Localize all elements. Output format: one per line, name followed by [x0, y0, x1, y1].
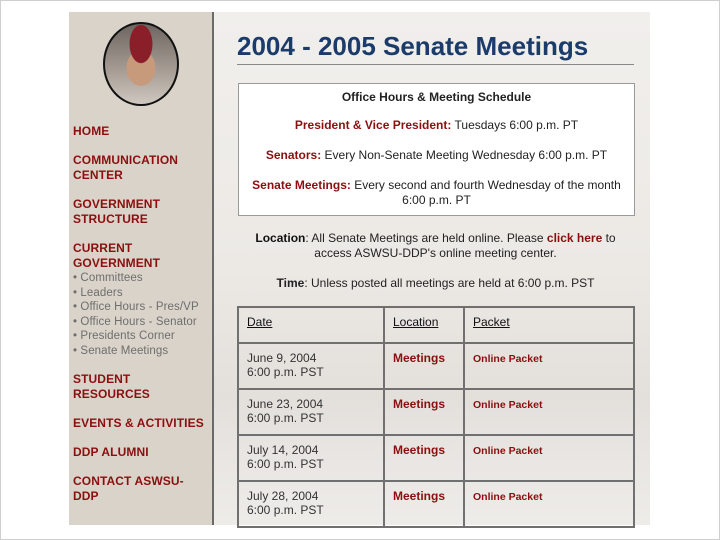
nav-student-resources[interactable]: STUDENT RESOURCES: [73, 372, 150, 401]
nav-home[interactable]: HOME: [73, 124, 110, 138]
online-packet-link[interactable]: Online Packet: [473, 445, 543, 457]
subnav-office-hours-senator[interactable]: • Office Hours - Senator: [73, 315, 197, 328]
nav-ddp-alumni[interactable]: DDP ALUMNI: [73, 445, 149, 459]
schedule-text: Tuesdays 6:00 p.m. PT: [451, 118, 579, 132]
location-text-2: to access ASWSU-DDP's online meeting center.: [314, 231, 616, 260]
schedule-heading: Office Hours & Meeting Schedule: [341, 90, 532, 104]
time-label: Time: [276, 276, 305, 290]
packet-cell: [464, 435, 634, 481]
table-row: [238, 389, 634, 435]
packet-cell: [464, 343, 634, 389]
subnav-senate-meetings[interactable]: • Senate Meetings: [73, 344, 169, 357]
time-text: : Unless posted all meetings are held at 6:00 p.m. PST: [304, 276, 595, 290]
online-packet-link[interactable]: Online Packet: [473, 353, 543, 365]
date-cell: June 23, 2004 6:00 p.m. PST: [238, 389, 384, 435]
packet-cell: [464, 389, 634, 435]
header-location[interactable]: Location: [384, 307, 464, 343]
packet-cell: [464, 481, 634, 527]
nav-government-structure[interactable]: GOVERNMENT STRUCTURE: [73, 197, 161, 226]
subnav-office-hours-pres[interactable]: • Office Hours - Pres/VP: [73, 301, 199, 313]
location-text: : All Senate Meetings are held online. Please: [305, 231, 547, 245]
online-packet-link[interactable]: Online Packet: [473, 399, 543, 411]
date-cell: June 9, 2004 6:00 p.m. PST: [238, 343, 384, 389]
meetings-link[interactable]: Meetings: [393, 443, 446, 457]
subnav-presidents-corner[interactable]: • Presidents Corner: [73, 330, 175, 342]
main-content: [214, 12, 650, 525]
header-date[interactable]: Date: [238, 307, 384, 343]
schedule-text: Every Non-Senate Meeting Wednesday 6:00 p.m. PT: [321, 148, 608, 162]
page-title: 2004 - 2005 Senate Meetings: [237, 31, 589, 61]
time-info: [238, 276, 633, 290]
location-info: [238, 231, 633, 261]
nav-communication-center[interactable]: COMMUNICATION CENTER: [73, 153, 179, 182]
table-row: [238, 343, 634, 389]
location-cell: [384, 481, 464, 527]
subnav-leaders[interactable]: • Leaders: [73, 286, 123, 299]
location-cell: [384, 435, 464, 481]
header-packet[interactable]: Packet: [464, 307, 634, 343]
schedule-label: Senate Meetings:: [252, 178, 351, 192]
table-row: [238, 435, 634, 481]
sidebar-nav: [73, 124, 213, 504]
nav-contact[interactable]: CONTACT ASWSU-DDP: [73, 474, 184, 503]
online-packet-link[interactable]: Online Packet: [473, 491, 543, 503]
schedule-label: President & Vice President:: [294, 118, 452, 132]
date-cell: July 14, 2004 6:00 p.m. PST: [238, 435, 384, 481]
schedule-label: Senators:: [265, 148, 322, 162]
title-divider: [237, 64, 634, 65]
table-row: [238, 481, 634, 527]
subnav-committees[interactable]: • Committees: [73, 272, 143, 284]
location-cell: [384, 343, 464, 389]
meetings-table: [237, 306, 635, 528]
schedule-text: Every second and fourth Wednesday of the month 6:00 p.m. PT: [350, 178, 621, 207]
location-cell: [384, 389, 464, 435]
click-here-link[interactable]: click here: [546, 231, 603, 245]
nav-events-activities[interactable]: EVENTS & ACTIVITIES: [73, 416, 204, 430]
schedule-box: [238, 83, 635, 216]
avatar: [103, 22, 179, 106]
location-label: Location: [255, 231, 306, 245]
meetings-link[interactable]: Meetings: [393, 397, 446, 411]
meetings-link[interactable]: Meetings: [393, 351, 446, 365]
sidebar: [69, 12, 214, 525]
table-header-row: [238, 307, 634, 343]
date-cell: July 28, 2004 6:00 p.m. PST: [238, 481, 384, 527]
meetings-link[interactable]: Meetings: [393, 489, 446, 503]
nav-current-government[interactable]: CURRENT GOVERNMENT: [73, 241, 161, 270]
